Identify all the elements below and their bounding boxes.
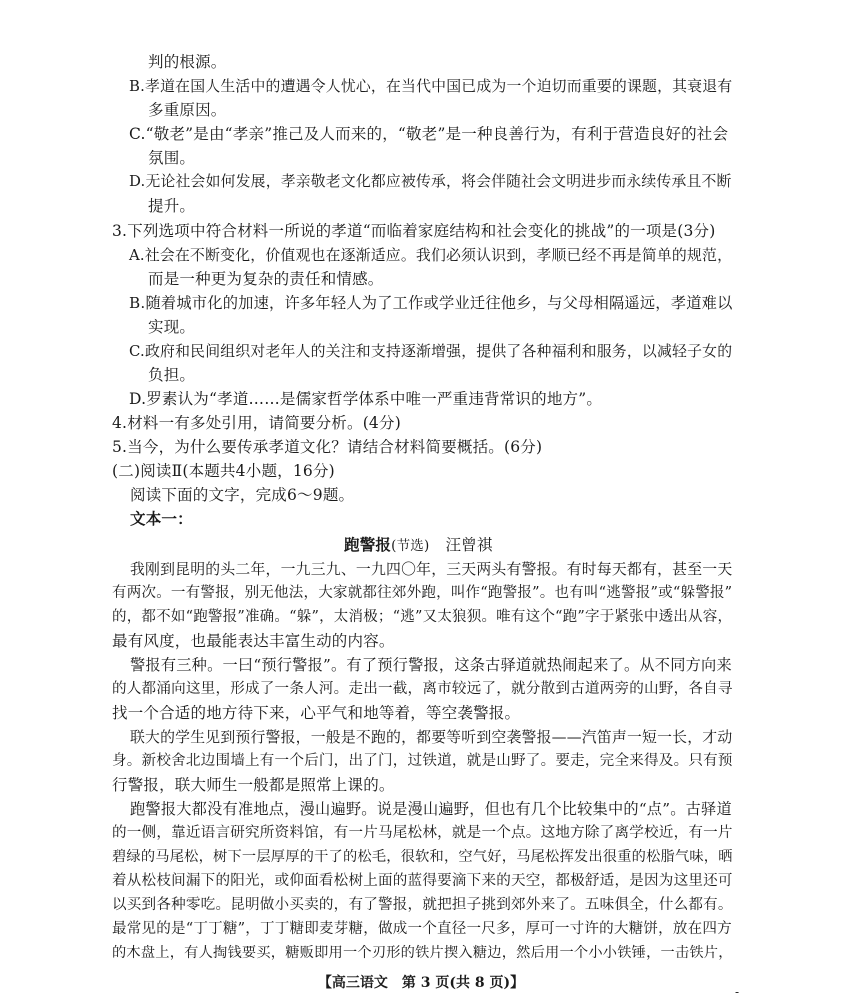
text-line: 氛围。	[148, 149, 196, 167]
body-line: 的人都涌向这里，形成了一条人河。走出一截，离市较远了，就分散到古道两旁的山野，各自寻	[112, 680, 733, 697]
body-line: 跑警报大都没有准地点，漫山遍野。说是漫山遍野，但也有几个比较集中的“点”。古驿道	[130, 800, 732, 818]
text-line: 提升。	[148, 197, 196, 215]
body-line: 的，都不如“跑警报”准确。“躲”，太消极；“逃”又太狼狈。唯有这个“跑”字于紧张中透出从容，	[112, 609, 733, 625]
body-line: 碧绿的马尾松，树下一层厚厚的干了的松毛，很软和，空气好，马尾松挥发出很重的松脂气味，晒	[112, 849, 733, 865]
body-line: 的木盘上，有人掏钱要买，糖贩即用一个刃形的铁片揳入糖边，然后用一个小小铁锤，一击铁片，	[112, 945, 733, 961]
text-line: 实现。	[148, 318, 196, 336]
body-line: 最常见的是“丁丁糖”，丁丁糖即麦芽糖，做成一个直径一尺多，厚可一寸许的大糖饼，放在四方	[112, 920, 732, 937]
text-line: 而是一种更为复杂的责任和情感。	[148, 270, 384, 288]
page-footer: 【高三语文 第 3 页(共 8 页)】	[317, 975, 525, 991]
question-3: 3.下列选项中符合材料一所说的孝道“而临着家庭结构和社会变化的挑战”的一项是(3分)	[112, 222, 716, 240]
corner-mark: -	[735, 985, 740, 999]
body-line: 找一个合适的地方待下来，心平气和地等着，等空袭警报。	[112, 704, 521, 722]
body-line: 最有风度，也最能表达丰富生动的内容。	[112, 632, 395, 650]
text-line: 多重原因。	[148, 101, 227, 119]
article-title	[344, 535, 493, 556]
title-main: 跑警报	[344, 535, 392, 554]
text-one-label: 文本一：	[130, 509, 193, 528]
question-4: 4.材料一有多处引用，请简要分析。(4分)	[112, 414, 401, 432]
body-line: 着从松枝间漏下的阳光，或仰面看松树上面的蓝得要滴下来的天空，都极舒适，是因为这里还可	[112, 872, 733, 889]
text-line: 判的根源。	[148, 53, 227, 71]
body-line: 以买到各种零吃。昆明做小买卖的，有了警报，就把担子挑到郊外来了。五味俱全，什么都有。	[112, 896, 733, 913]
option-c: C.“敬老”是由“孝亲”推己及人而来的，“敬老”是一种良善行为，有利于营造良好的社会	[129, 125, 729, 143]
option-c: C.政府和民间组织对老年人的关注和支持逐渐增强，提供了各种福利和服务，以减轻子女的	[129, 342, 733, 360]
body-line: 我刚到昆明的头二年，一九三九、一九四〇年，三天两头有警报。有时每天都有，甚至一天	[130, 560, 733, 578]
text-line: 负担。	[148, 366, 196, 384]
body-line: 行警报，联大师生一般都是照常上课的。	[112, 776, 395, 794]
question-5: 5.当今，为什么要传承孝道文化？请结合材料简要概括。(6分)	[112, 438, 543, 456]
title-sub: (节选)	[391, 538, 430, 554]
option-a: A.社会在不断变化，价值观也在逐渐适应。我们必须认识到，孝顺已经不再是简单的规范，	[129, 246, 733, 264]
option-b: B.随着城市化的加速，许多年轻人为了工作或学业迁往他乡，与父母相隔遥远，孝道难以	[129, 294, 733, 312]
body-line: 联大的学生见到预行警报，一般是不跑的，都要等听到空袭警报——汽笛声一短一长，才动	[130, 728, 733, 746]
option-d: D.罗素认为“孝道……是儒家哲学体系中唯一严重违背常识的地方”。	[129, 390, 603, 408]
body-line: 有两次。一有警报，别无他法，大家就都往郊外跑，叫作“跑警报”。也有叫“逃警报”或“躲警报”	[112, 585, 733, 601]
section-heading: (二)阅读Ⅱ(本题共4小题，16分)	[112, 462, 335, 480]
option-b: B.孝道在国人生活中的遭遇令人忧心，在当代中国已成为一个迫切而重要的课题，其衰退有	[129, 77, 733, 95]
title-author: 汪曾祺	[445, 536, 493, 554]
instruction: 阅读下面的文字，完成6～9题。	[130, 486, 355, 504]
option-d: D.无论社会如何发展，孝亲敬老文化都应被传承，将会伴随社会文明进步而永续传承且不断	[129, 173, 732, 190]
body-line: 身。新校舍北边围墙上有一个后门，出了门，过铁道，就是山野了。要走，完全来得及。只有预	[112, 752, 733, 769]
body-line: 警报有三种。一曰“预行警报”。有了预行警报，这条古驿道就热闹起来了。从不同方向来	[130, 656, 732, 674]
body-line: 的一侧，靠近语言研究所资料馆，有一片马尾松林，就是一个点。这地方除了离学校近，有一片	[112, 824, 733, 841]
